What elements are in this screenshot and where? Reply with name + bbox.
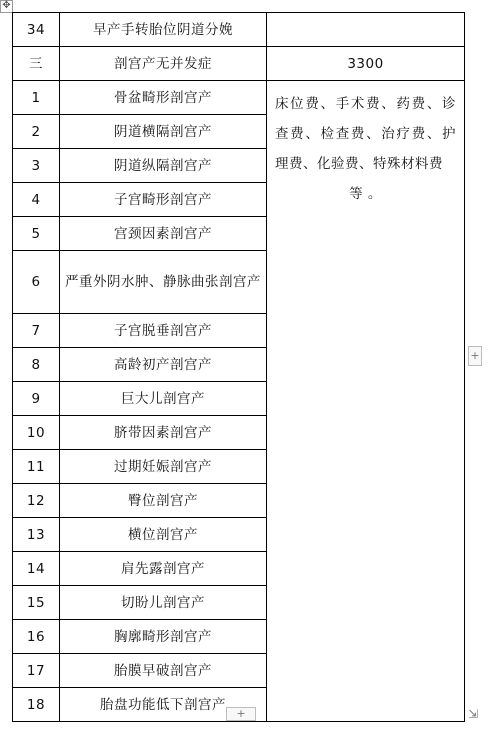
fee-table xyxy=(12,12,465,722)
row-number-cell[interactable]: 13 xyxy=(13,518,60,552)
procedure-name-cell[interactable]: 阴道横隔剖宫产 xyxy=(60,115,267,149)
procedure-name-cell[interactable]: 肩先露剖宫产 xyxy=(60,552,267,586)
section-row xyxy=(13,47,465,81)
procedure-name-cell[interactable]: 严重外阴水肿、静脉曲张剖宫产 xyxy=(60,251,267,314)
fees-description-tail: 等 。 xyxy=(349,186,382,202)
table-move-handle-icon[interactable]: ✥ xyxy=(0,0,13,13)
row-number-cell[interactable]: 18 xyxy=(13,688,60,722)
procedure-name-cell[interactable]: 胎盘功能低下剖宫产 xyxy=(60,688,267,722)
procedure-name-cell[interactable]: 子宫畸形剖宫产 xyxy=(60,183,267,217)
row-number-cell[interactable]: 12 xyxy=(13,484,60,518)
row-number-cell[interactable]: 5 xyxy=(13,217,60,251)
procedure-name-cell[interactable]: 臀位剖宫产 xyxy=(60,484,267,518)
add-column-icon[interactable]: + xyxy=(468,346,482,366)
add-row-icon[interactable]: + xyxy=(226,707,256,721)
procedure-name-cell[interactable]: 切盼儿剖宫产 xyxy=(60,586,267,620)
row-number-cell[interactable]: 9 xyxy=(13,382,60,416)
row-number-cell[interactable]: 17 xyxy=(13,654,60,688)
row-number-cell[interactable]: 2 xyxy=(13,115,60,149)
procedure-name-cell[interactable]: 胸廓畸形剖宫产 xyxy=(60,620,267,654)
procedure-name-cell[interactable]: 子宫脱垂剖宫产 xyxy=(60,314,267,348)
row-number-cell[interactable]: 34 xyxy=(13,13,60,47)
table-row xyxy=(13,13,465,47)
row-number-cell[interactable]: 14 xyxy=(13,552,60,586)
fee-cell[interactable] xyxy=(267,13,465,47)
procedure-name-cell[interactable]: 过期妊娠剖宫产 xyxy=(60,450,267,484)
row-number-cell[interactable]: 10 xyxy=(13,416,60,450)
procedure-name-cell[interactable]: 骨盆畸形剖宫产 xyxy=(60,81,267,115)
procedure-name-cell[interactable]: 横位剖宫产 xyxy=(60,518,267,552)
procedure-name-cell[interactable]: 胎膜早破剖宫产 xyxy=(60,654,267,688)
row-number-cell[interactable]: 1 xyxy=(13,81,60,115)
section-number-cell[interactable]: 三 xyxy=(13,47,60,81)
procedure-name-cell[interactable]: 高龄初产剖宫产 xyxy=(60,348,267,382)
fees-description-text: 床位费、手术费、药费、诊查费、检查费、治疗费、护理费、化验费、特殊材料费 xyxy=(275,96,456,172)
row-number-cell[interactable]: 3 xyxy=(13,149,60,183)
row-number-cell[interactable]: 6 xyxy=(13,251,60,314)
table-resize-icon[interactable]: ⇲ xyxy=(467,707,479,721)
row-number-cell[interactable]: 4 xyxy=(13,183,60,217)
procedure-name-cell[interactable]: 早产手转胎位阴道分娩 xyxy=(60,13,267,47)
procedure-name-cell[interactable]: 阴道纵隔剖宫产 xyxy=(60,149,267,183)
fees-description-cell[interactable] xyxy=(267,81,465,722)
table-row xyxy=(13,81,465,115)
row-number-cell[interactable]: 16 xyxy=(13,620,60,654)
row-number-cell[interactable]: 8 xyxy=(13,348,60,382)
row-number-cell[interactable]: 15 xyxy=(13,586,60,620)
procedure-name-cell[interactable]: 脐带因素剖宫产 xyxy=(60,416,267,450)
section-name-cell[interactable]: 剖宫产无并发症 xyxy=(60,47,267,81)
procedure-name-cell[interactable]: 巨大儿剖宫产 xyxy=(60,382,267,416)
row-number-cell[interactable]: 11 xyxy=(13,450,60,484)
procedure-name-cell[interactable]: 宫颈因素剖宫产 xyxy=(60,217,267,251)
section-fee-cell[interactable]: 3300 xyxy=(267,47,465,81)
fee-table-container xyxy=(12,12,465,722)
row-number-cell[interactable]: 7 xyxy=(13,314,60,348)
